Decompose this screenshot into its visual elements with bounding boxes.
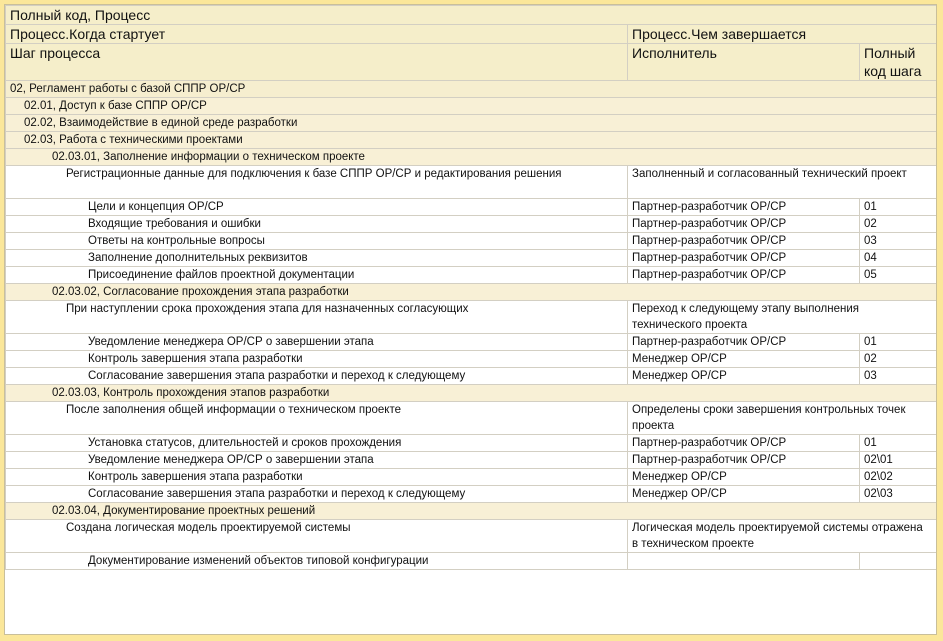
group-row[interactable] (6, 385, 937, 402)
step-row[interactable] (6, 368, 937, 385)
process-start-cell: При наступлении срока прохождения этапа для назначенных согласующих (6, 301, 628, 334)
report-body (6, 6, 937, 570)
step-executor-cell (628, 553, 860, 570)
step-code-cell (860, 553, 937, 570)
header-executor: Исполнитель (628, 44, 860, 81)
step-executor-cell: Партнер-разработчик ОР/СР (628, 199, 860, 216)
step-code-cell: 01 (860, 435, 937, 452)
process-report-table (5, 5, 937, 570)
step-executor-cell: Менеджер ОР/СР (628, 469, 860, 486)
process-row[interactable] (6, 301, 937, 334)
header-step: Шаг процесса (6, 44, 628, 81)
header-process-end: Процесс.Чем завершается (628, 25, 937, 44)
process-start-cell: Регистрационные данные для подключения к базе СППР ОР/СР и редактирования решения (6, 166, 628, 199)
step-row[interactable] (6, 250, 937, 267)
step-name-cell: Ответы на контрольные вопросы (6, 233, 628, 250)
group-title: 02, Регламент работы с базой СППР ОР/СР (6, 81, 937, 98)
step-name-cell: Уведомление менеджера ОР/СР о завершении этапа (6, 452, 628, 469)
step-name-cell: Контроль завершения этапа разработки (6, 469, 628, 486)
header-step-code: Полный код шага (860, 44, 937, 81)
group-row[interactable] (6, 503, 937, 520)
step-executor-cell: Партнер-разработчик ОР/СР (628, 334, 860, 351)
step-executor-cell: Партнер-разработчик ОР/СР (628, 452, 860, 469)
group-title: 02.03, Работа с техническими проектами (6, 132, 937, 149)
step-code-cell: 02 (860, 351, 937, 368)
step-code-cell: 02\02 (860, 469, 937, 486)
step-executor-cell: Партнер-разработчик ОР/СР (628, 250, 860, 267)
step-name-cell: Контроль завершения этапа разработки (6, 351, 628, 368)
step-executor-cell: Партнер-разработчик ОР/СР (628, 435, 860, 452)
step-code-cell: 01 (860, 199, 937, 216)
process-row[interactable] (6, 402, 937, 435)
process-row[interactable] (6, 520, 937, 553)
step-name-cell: Присоединение файлов проектной документации (6, 267, 628, 284)
step-executor-cell: Партнер-разработчик ОР/СР (628, 216, 860, 233)
group-row[interactable] (6, 284, 937, 301)
step-code-cell: 02\01 (860, 452, 937, 469)
step-row[interactable] (6, 267, 937, 284)
group-title: 02.03.04, Документирование проектных решений (6, 503, 937, 520)
process-start-cell: После заполнения общей информации о техническом проекте (6, 402, 628, 435)
header-full-code-process: Полный код, Процесс (6, 6, 937, 25)
step-row[interactable] (6, 351, 937, 368)
step-code-cell: 02 (860, 216, 937, 233)
process-end-cell: Заполненный и согласованный технический проект (628, 166, 937, 199)
group-row[interactable] (6, 132, 937, 149)
step-name-cell: Заполнение дополнительных реквизитов (6, 250, 628, 267)
step-code-cell: 01 (860, 334, 937, 351)
group-title: 02.01, Доступ к базе СППР ОР/СР (6, 98, 937, 115)
step-name-cell: Согласование завершения этапа разработки и переход к следующему (6, 368, 628, 385)
process-end-cell: Переход к следующему этапу выполнения технического проекта (628, 301, 937, 334)
process-row[interactable] (6, 166, 937, 199)
step-executor-cell: Партнер-разработчик ОР/СР (628, 233, 860, 250)
report-frame (4, 4, 937, 635)
process-start-cell: Создана логическая модель проектируемой системы (6, 520, 628, 553)
step-name-cell: Документирование изменений объектов типовой конфигурации (6, 553, 628, 570)
step-row[interactable] (6, 199, 937, 216)
step-name-cell: Установка статусов, длительностей и сроков прохождения (6, 435, 628, 452)
step-code-cell: 03 (860, 233, 937, 250)
step-code-cell: 02\03 (860, 486, 937, 503)
step-row[interactable] (6, 469, 937, 486)
group-row[interactable] (6, 149, 937, 166)
step-executor-cell: Менеджер ОР/СР (628, 351, 860, 368)
step-row[interactable] (6, 553, 937, 570)
step-row[interactable] (6, 452, 937, 469)
step-name-cell: Цели и концепция ОР/СР (6, 199, 628, 216)
process-end-cell: Определены сроки завершения контрольных точек проекта (628, 402, 937, 435)
group-row[interactable] (6, 98, 937, 115)
group-title: 02.03.01, Заполнение информации о техническом проекте (6, 149, 937, 166)
step-row[interactable] (6, 486, 937, 503)
header-row-start-end (6, 25, 937, 44)
step-row[interactable] (6, 334, 937, 351)
step-name-cell: Входящие требования и ошибки (6, 216, 628, 233)
group-row[interactable] (6, 81, 937, 98)
group-title: 02.03.02, Согласование прохождения этапа разработки (6, 284, 937, 301)
step-row[interactable] (6, 233, 937, 250)
step-executor-cell: Менеджер ОР/СР (628, 486, 860, 503)
step-executor-cell: Менеджер ОР/СР (628, 368, 860, 385)
header-process-start: Процесс.Когда стартует (6, 25, 628, 44)
step-row[interactable] (6, 435, 937, 452)
step-executor-cell: Партнер-разработчик ОР/СР (628, 267, 860, 284)
step-code-cell: 03 (860, 368, 937, 385)
step-row[interactable] (6, 216, 937, 233)
step-name-cell: Уведомление менеджера ОР/СР о завершении этапа (6, 334, 628, 351)
group-title: 02.02, Взаимодействие в единой среде разработки (6, 115, 937, 132)
header-row-step (6, 44, 937, 81)
process-end-cell: Логическая модель проектируемой системы отражена в техническом проекте (628, 520, 937, 553)
header-row-code-process (6, 6, 937, 25)
group-row[interactable] (6, 115, 937, 132)
step-name-cell: Согласование завершения этапа разработки и переход к следующему (6, 486, 628, 503)
group-title: 02.03.03, Контроль прохождения этапов разработки (6, 385, 937, 402)
step-code-cell: 04 (860, 250, 937, 267)
step-code-cell: 05 (860, 267, 937, 284)
